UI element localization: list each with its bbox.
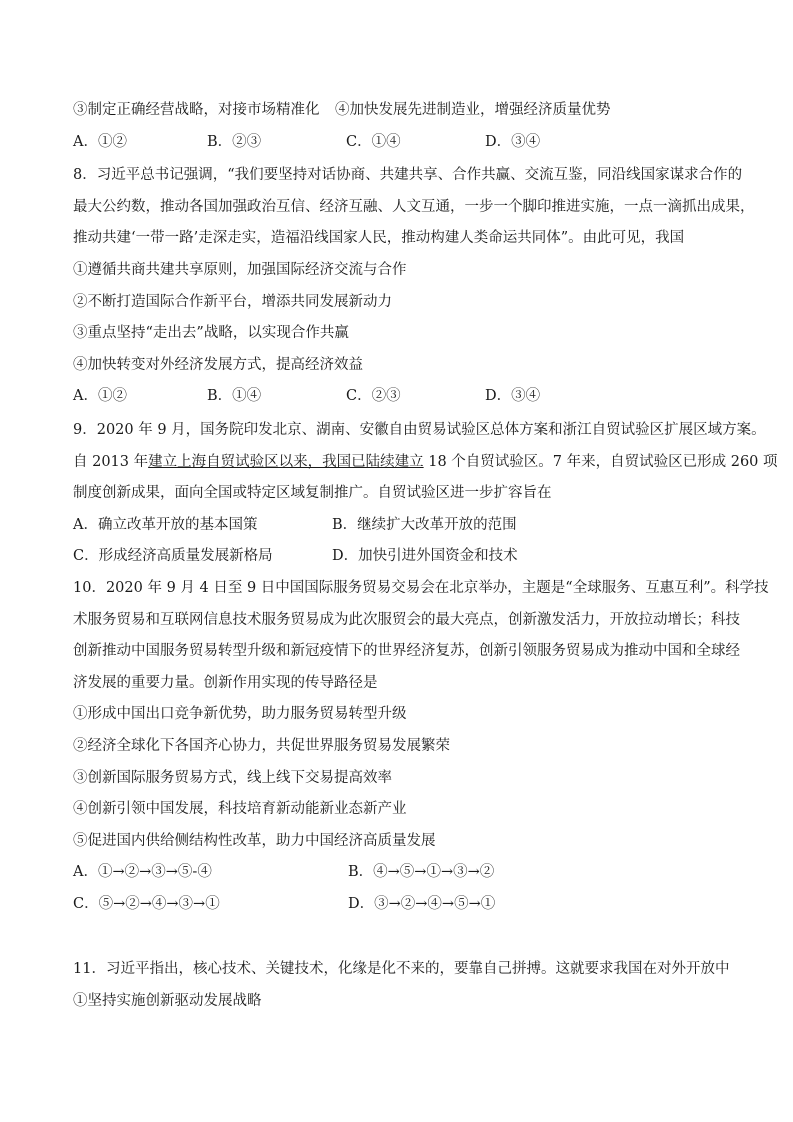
q9-stem-line-3: 制度创新成果，面向全国或特定区域复制推广。自贸试验区进一步扩容旨在 [73, 485, 552, 501]
q8-stem-line-3: 推动共建‘一带一路’走深走实，造福沿线国家人民，推动构建人类命运共同体”。由此可见，我国 [73, 230, 685, 246]
q11-item-1: ①坚持实施创新驱动发展战略 [73, 993, 262, 1009]
q8-option-d: D．③④ [485, 388, 541, 404]
q8-option-c: C．②③ [346, 388, 401, 404]
q8-item-3: ③重点坚持“走出去”战略，以实现合作共赢 [73, 325, 349, 341]
q10-item-3: ③创新国际服务贸易方式，线上线下交易提高效率 [73, 770, 392, 786]
q8-option-a: A．①② [73, 388, 127, 404]
q9-option-d: D．加快引进外国资金和技术 [332, 548, 518, 564]
q10-stem-line-2: 术服务贸易和互联网信息技术服务贸易成为此次服贸会的最大亮点，创新激发活力，开放拉动增长；科技 [73, 612, 740, 628]
q7-option-d: D．③④ [485, 134, 541, 150]
q10-item-2: ②经济全球化下各国齐心协力，共促世界服务贸易发展繁荣 [73, 738, 450, 754]
q10-stem-line-3: 创新推动中国服务贸易转型升级和新冠疫情下的世界经济复苏，创新引领服务贸易成为推动中国和全球经 [73, 643, 740, 659]
q8-item-1: ①遵循共商共建共享原则，加强国际经济交流与合作 [73, 262, 407, 278]
q9-stem-underlined: 建立上海自贸试验区以来，我国已陆续建立 [148, 454, 424, 470]
q7-option-a: A．①② [73, 134, 127, 150]
q10-option-a: A．①→②→③→⑤-④ [73, 864, 212, 880]
q8-stem-line-1: 8．习近平总书记强调，“我们要坚持对话协商、共建共享、合作共赢、交流互鉴，同沿线国家谋求合作的 [73, 167, 743, 183]
q10-option-c: C．⑤→②→④→③→① [73, 896, 220, 912]
q7-option-c: C．①④ [346, 134, 401, 150]
q7-item-4: ④加快发展先进制造业，增强经济质量优势 [335, 102, 611, 118]
q10-option-d: D．③→②→④→⑤→① [348, 896, 496, 912]
q9-stem-line-2 [73, 450, 778, 474]
q9-option-a: A．确立改革开放的基本国策 [73, 517, 258, 533]
q9-stem-line-2c: 18 个自贸试验区。7 年来，自贸试验区已形成 260 项 [423, 454, 778, 470]
q9-stem-line-1: 9．2020 年 9 月，国务院印发北京、湖南、安徽自由贸易试验区总体方案和浙江自贸试验区扩展区域方案。 [73, 422, 766, 438]
q10-option-b: B．④→⑤→①→③→② [348, 864, 495, 880]
q10-item-1: ①形成中国出口竞争新优势，助力服务贸易转型升级 [73, 706, 407, 722]
q9-option-c: C．形成经济高质量发展新格局 [73, 548, 273, 564]
q8-option-b: B．①④ [207, 388, 262, 404]
q8-stem-line-2: 最大公约数，推动各国加强政治互信、经济互融、人文互通，一步一个脚印推进实施，一点一滴抓出成果， [73, 199, 755, 215]
q11-stem: 11．习近平指出，核心技术、关键技术，化缘是化不来的，要靠自己拼搏。这就要求我国在对外开放中 [73, 961, 730, 977]
q8-item-4: ④加快转变对外经济发展方式，提高经济效益 [73, 357, 363, 373]
q8-item-2: ②不断打造国际合作新平台，增添共同发展新动力 [73, 294, 392, 310]
q10-stem-line-1: 10．2020 年 9 月 4 日至 9 日中国国际服务贸易交易会在北京举办，主题是“全球服务、互惠互利”。科学技 [73, 580, 769, 596]
q10-stem-line-4: 济发展的重要力量。创新作用实现的传导路径是 [73, 675, 378, 691]
q7-item-3: ③制定正确经营战略，对接市场精准化 [73, 102, 320, 118]
q10-item-4: ④创新引领中国发展，科技培育新动能新业态新产业 [73, 801, 407, 817]
q9-stem-line-2a: 自 2013 年 [73, 454, 149, 470]
q10-item-5: ⑤促进国内供给侧结构性改革，助力中国经济高质量发展 [73, 833, 436, 849]
q7-option-b: B．②③ [207, 134, 262, 150]
q9-option-b: B．继续扩大改革开放的范围 [332, 517, 517, 533]
